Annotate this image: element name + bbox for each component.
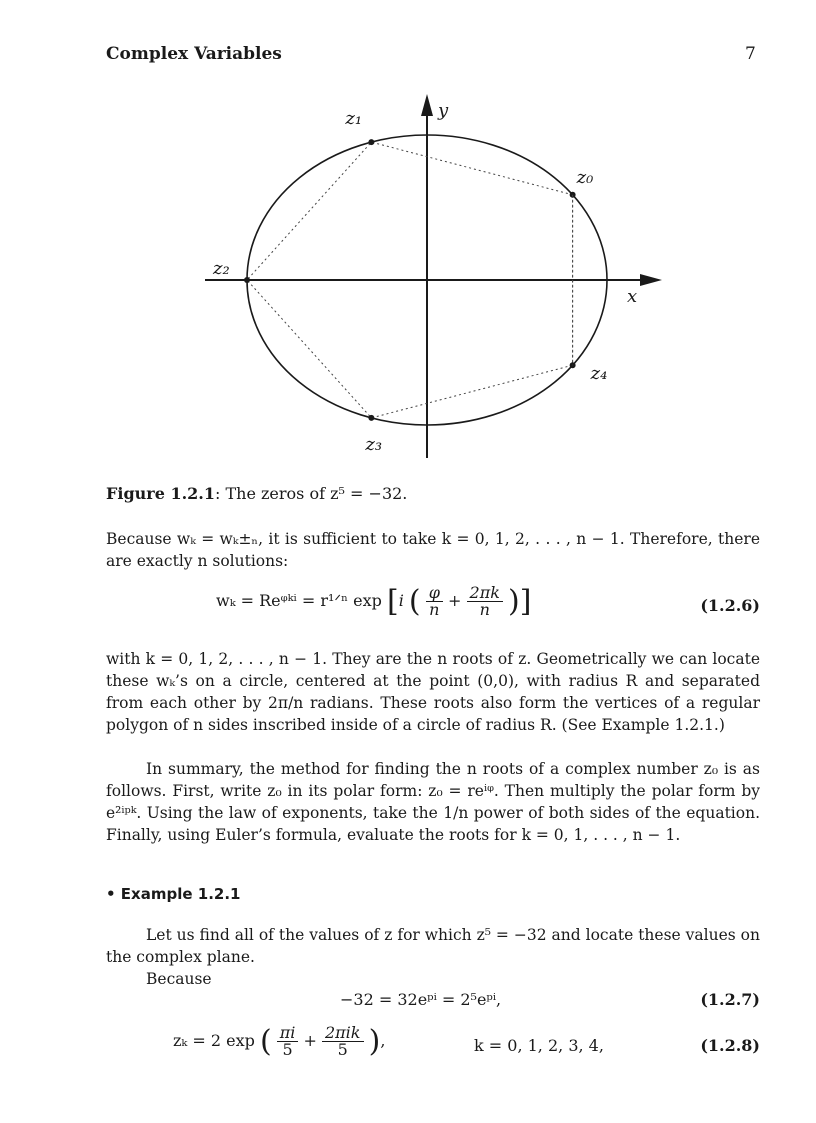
eq128-left: zₖ = 2 exp: [173, 1031, 255, 1050]
eq126-f1-num: φ: [426, 585, 443, 602]
equation-1-2-7: −32 = 32eᵖⁱ = 2⁵eᵖⁱ,: [340, 990, 502, 1009]
equation-number-1-2-7: (1.2.7): [700, 990, 760, 1009]
eq128-f2-den: 5: [337, 1040, 348, 1059]
x-axis-label: x: [627, 286, 638, 307]
equation-number-1-2-6: (1.2.6): [700, 596, 760, 615]
eq128-f1-den: 5: [282, 1040, 293, 1059]
eq128-left-paren: (: [259, 1024, 272, 1059]
eq126-left: wₖ = Reᵠᵏⁱ = r¹ᐟⁿ exp: [216, 591, 382, 610]
caption-label: Figure 1.2.1: [106, 484, 215, 503]
paragraph-3: In summary, the method for finding the n roots of a complex number z₀ is as follows. First, write z₀ in its polar form: z₀ = reⁱᵠ. Then multiply the polar form by e²ⁱᵖᵏ. Using the law of exponents, take the 1/n power of both sides of the equation. Finally, using Euler’s formula, evaluate the roots for k = 0, 1, . . . , n − 1.: [106, 760, 760, 844]
caption-text: : The zeros of z⁵ = −32.: [214, 484, 408, 503]
equation-1-2-6: [216, 584, 531, 619]
root-label-z1: z₁: [345, 108, 363, 130]
paragraph-5: Because: [146, 970, 212, 988]
running-title: Complex Variables: [106, 44, 282, 64]
root-point-z2: [244, 277, 250, 283]
eq128-right-paren: ): [368, 1024, 381, 1059]
page-number: 7: [745, 44, 756, 64]
eq126-i: i: [398, 591, 404, 610]
root-label-z3: z₃: [365, 433, 383, 455]
eq126-left-paren: (: [408, 584, 421, 619]
equation-1-2-8-range: k = 0, 1, 2, 3, 4,: [474, 1036, 604, 1055]
paragraph-4: Let us find all of the values of z for which z⁵ = −32 and locate these values on the complex plane.: [106, 926, 760, 966]
y-axis-label: y: [438, 100, 449, 121]
eq128-fraction-2: [322, 1025, 364, 1058]
y-axis-arrow-icon: [421, 94, 433, 116]
eq128-plus: +: [303, 1031, 317, 1050]
example-heading: • Example 1.2.1: [106, 885, 241, 903]
figure-caption: [106, 484, 407, 503]
paragraph-2: with k = 0, 1, 2, . . . , n − 1. They are the n roots of z. Geometrically we can locate these wₖ’s on a circle, centered at the point (0,0), with radius R and separated from each other by 2π/n radians. These roots also form the vertices of a regular polygon of n sides inscribed inside of a circle of radius R. (See Example 1.2.1.): [106, 650, 760, 734]
roots-figure: [0, 0, 816, 470]
eq128-f2-num: 2πik: [322, 1025, 364, 1042]
root-point-z3: [368, 415, 374, 421]
eq126-right-paren: ): [508, 584, 520, 619]
eq126-f2-den: n: [479, 600, 490, 619]
eq126-plus: +: [448, 591, 462, 610]
eq128-comma: ,: [380, 1031, 386, 1050]
root-label-z0: z₀: [576, 166, 594, 188]
eq128-fraction-1: [277, 1025, 299, 1058]
eq126-fraction-2: [467, 585, 503, 618]
eq126-f2-num: 2πk: [467, 585, 503, 602]
root-label-z4: z₄: [590, 363, 608, 385]
paragraph-1: Because wₖ = wₖ±ₙ, it is sufficient to take k = 0, 1, 2, . . . , n − 1. Therefore, there are exactly n solutions:: [106, 530, 760, 570]
x-axis-arrow-icon: [640, 274, 662, 286]
eq128-f1-num: πi: [277, 1025, 299, 1042]
eq126-right-bracket: ]: [519, 584, 532, 619]
eq126-left-bracket: [: [386, 584, 399, 619]
eq126-fraction-1: [426, 585, 443, 618]
root-label-z2: z₂: [213, 258, 230, 279]
root-points: [212, 108, 607, 455]
equation-number-1-2-8: (1.2.8): [700, 1036, 760, 1055]
eq126-f1-den: n: [429, 600, 440, 619]
root-point-z1: [368, 139, 374, 145]
equation-1-2-8: [173, 1024, 385, 1059]
